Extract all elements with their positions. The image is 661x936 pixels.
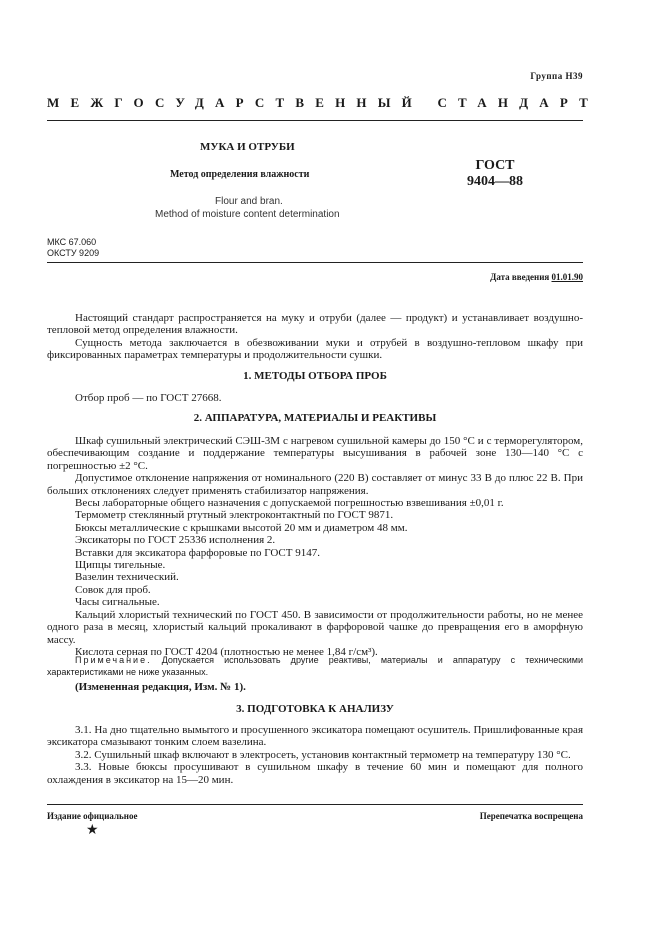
effective-date [490,272,583,282]
document-subtitle: Метод определения влажности [170,169,310,180]
note [47,655,583,678]
classification-codes [47,237,99,259]
section-1-heading: 1. МЕТОДЫ ОТБОРА ПРОБ [243,370,387,382]
section-2-paragraph-5: Бюксы металлические с крышками высотой 20 мм и диаметром 48 мм. [75,521,408,534]
section-3-paragraph-1: 3.1. На дно тщательно вымытого и просушенного эксикатора помещают осушитель. Пришлифованные края эксикатора смазывают тонким слоем вазелина. [47,724,583,749]
section-2-paragraph-8: Щипцы тигельные. [75,559,166,572]
gost-code: 9404—88 [467,174,523,189]
section-1-paragraph: Отбор проб — по ГОСТ 27668. [75,392,222,404]
english-title-line1: Flour and bran. [215,196,283,207]
section-2-paragraph-3: Весы лабораторные общего назначения с допускаемой погрешностью взвешивания ±0,01 г. [75,497,504,510]
gost-label: ГОСТ [475,158,515,173]
note-label: Примечание. [75,655,152,665]
mks-code: МКС 67.060 [47,237,97,247]
intro-paragraph-2: Сущность метода заключается в обезвоживании муки и отрубей в воздушно-тепловом шкафу при фиксированных параметрах температуры и продолжительности сушки. [47,336,583,362]
official-edition-label: Издание официальное [47,811,138,821]
section-2-paragraph-10: Совок для проб. [75,583,151,596]
section-3-paragraph-2: 3.2. Сушильный шкаф включают в электросеть, установив контактный термометр на температуру 130 °С. [75,748,571,761]
section-2-paragraph-9: Вазелин технический. [75,571,179,584]
section-2-paragraph-4: Термометр стеклянный ртутный электроконтактный по ГОСТ 9871. [75,509,394,522]
section-1-body [47,392,583,404]
section-3-heading: 3. ПОДГОТОВКА К АНАЛИЗУ [236,703,394,715]
section-3-body [47,724,583,786]
document-title: МУКА И ОТРУБИ [200,141,295,153]
intro-section [47,312,583,362]
section-2-paragraph-7: Вставки для эксикатора фарфоровые по ГОСТ 9147. [75,546,320,559]
group-code: Группа Н39 [530,71,583,81]
reprint-prohibited-label: Перепечатка воспрещена [479,811,583,821]
okstu-code: ОКСТУ 9209 [47,248,100,258]
section-2-body [47,435,583,658]
section-2-paragraph-6: Эксикаторы по ГОСТ 25336 исполнения 2. [75,534,276,547]
section-2-paragraph-2: Допустимое отклонение напряжения от номинального (220 В) составляет от минус 33 В до плюс 22 В. При больших отклонениях следует применять стабилизатор напряжения. [47,472,583,497]
intro-paragraph-1: Настоящий стандарт распространяется на муку и отруби (далее — продукт) и устанавливает воздушно-тепловой метод определения влажности. [47,312,583,337]
star-icon: ★ [86,823,99,838]
section-3-paragraph-3: 3.3. Новые бюксы просушивают в сушильном шкафу в течение 60 мин и помещают для полного охлаждения в эксикатор на 15—20 мин. [47,761,583,786]
section-2-paragraph-11: Часы сигнальные. [75,596,160,609]
section-2-paragraph-13: Кислота серная по ГОСТ 4204 (плотностью не менее 1,84 г/см³). [75,645,378,658]
codes-divider [47,262,583,263]
header-divider [47,120,583,121]
amendment-note: (Измененная редакция, Изм. № 1). [75,681,246,693]
section-2-paragraph-12: Кальций хлористый технический по ГОСТ 450. В зависимости от продолжительности работы, но не менее одного раза в месяц, хлористый кальций прокаливают в фарфоровой чашке до превращения его в аморфную массу. [47,608,583,646]
effective-date-value: 01.01.90 [551,272,583,282]
footer-divider [47,804,583,805]
interstate-standard-heading: МЕЖГОСУДАРСТВЕННЫЙ СТАНДАРТ [47,95,600,110]
gost-number [466,158,524,190]
effective-date-label: Дата введения [490,272,550,282]
english-title-line2: Method of moisture content determination [155,209,340,220]
note-text: Допускается использовать другие реактивы, материалы и аппаратуру с техническими характеристиками не ниже указанных. [47,655,583,677]
section-2-paragraph-1: Шкаф сушильный электрический СЭШ-3М с нагревом сушильной камеры до 150 °С и с терморегулятором, обеспечивающим создание и поддержание температуры высушивания в рабочей зоне 130—140 °С с погрешностью ±2 °С. [47,435,583,472]
section-2-heading: 2. АППАРАТУРА, МАТЕРИАЛЫ И РЕАКТИВЫ [193,412,437,424]
